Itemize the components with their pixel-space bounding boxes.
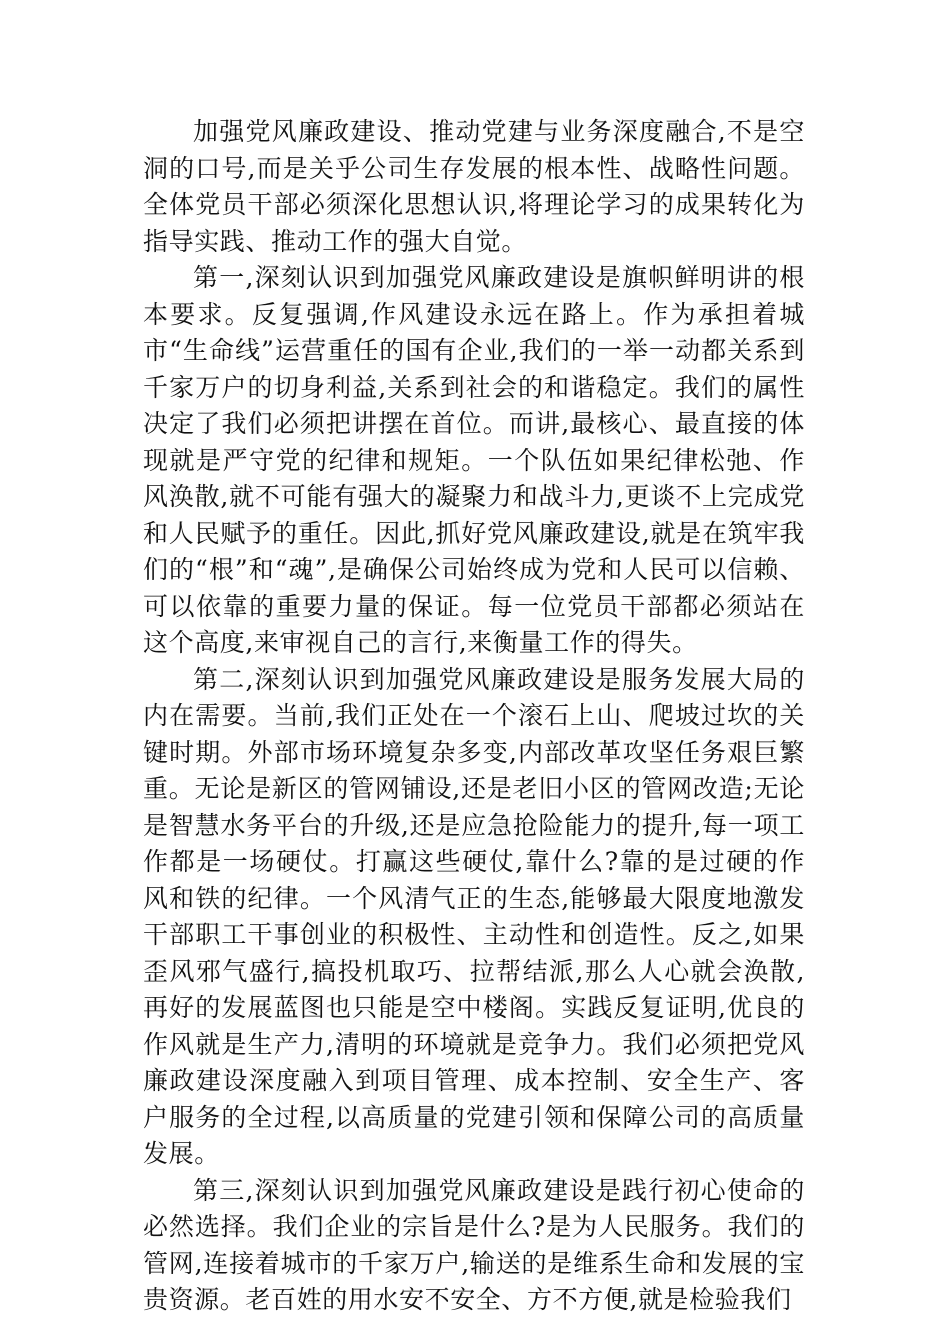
document-body bbox=[143, 114, 805, 1319]
paragraph-third-point: 第三,深刻认识到加强党风廉政建设是践行初心使命的必然选择。我们企业的宗旨是什么?是为人民服务。我们的管网,连接着城市的千家万户,输送的是维系生命和发展的宝贵资源。老百姓的用水安不安全、方不方便,就是检验我们 bbox=[143, 1175, 805, 1314]
paragraph-second-point: 第二,深刻认识到加强党风廉政建设是服务发展大局的内在需要。当前,我们正处在一个滚石上山、爬坡过坎的关键时期。外部市场环境复杂多变,内部改革攻坚任务艰巨繁重。无论是新区的管网铺设,还是老旧小区的管网改造;无论是智慧水务平台的升级,还是应急抢险能力的提升,每一项工作都是一场硬仗。打赢这些硬仗,靠什么?靠的是过硬的作风和铁的纪律。一个风清气正的生态,能够最大限度地激发干部职工干事创业的积极性、主动性和创造性。反之,如果歪风邪气盛行,搞投机取巧、拉帮结派,那么人心就会涣散,再好的发展蓝图也只能是空中楼阁。实践反复证明,优良的作风就是生产力,清明的环境就是竞争力。我们必须把党风廉政建设深度融入到项目管理、成本控制、安全生产、客户服务的全过程,以高质量的党建引领和保障公司的高质量发展。 bbox=[143, 664, 805, 1168]
paragraph-intro: 加强党风廉政建设、推动党建与业务深度融合,不是空洞的口号,而是关乎公司生存发展的根本性、战略性问题。全体党员干部必须深化思想认识,将理论学习的成果转化为指导实践、推动工作的强大自觉。 bbox=[143, 117, 805, 256]
paragraph-first-point: 第一,深刻认识到加强党风廉政建设是旗帜鲜明讲的根本要求。反复强调,作风建设永远在路上。作为承担着城市“生命线”运营重任的国有企业,我们的一举一动都关系到千家万户的切身利益,关系到社会的和谐稳定。我们的属性决定了我们必须把讲摆在首位。而讲,最核心、最直接的体现就是严守党的纪律和规矩。一个队伍如果纪律松弛、作风涣散,就不可能有强大的凝聚力和战斗力,更谈不上完成党和人民赋予的重任。因此,抓好党风廉政建设,就是在筑牢我们的“根”和“魂”,是确保公司始终成为党和人民可以信赖、可以依靠的重要力量的保证。每一位党员干部都必须站在这个高度,来审视自己的言行,来衡量工作的得失。 bbox=[143, 263, 805, 657]
